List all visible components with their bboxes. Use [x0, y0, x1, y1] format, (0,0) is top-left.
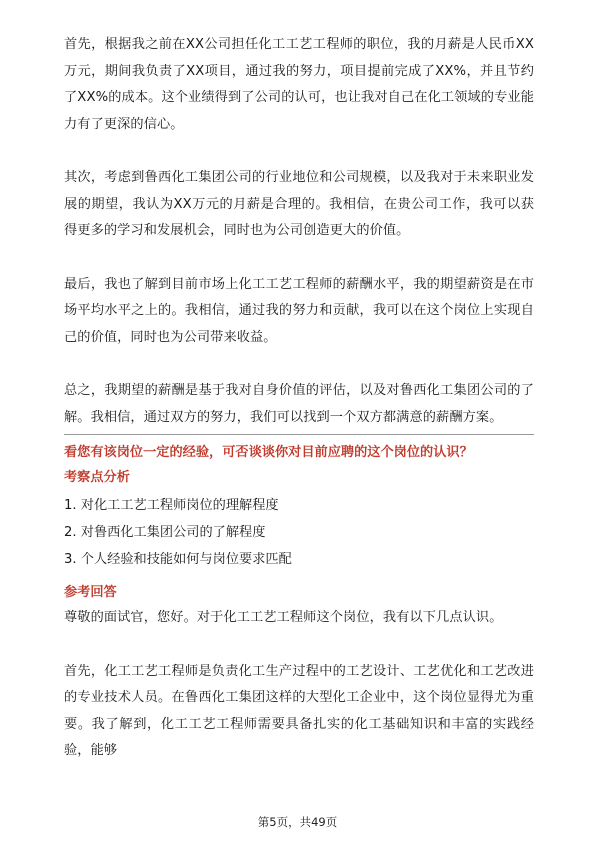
paragraph-market-level: 最后，我也了解到目前市场上化工工艺工程师的薪酬水平，我的期望薪资是在市场平均水平之上的。我相信，通过我的努力和贡献，我可以在这个岗位上实现自己的价值，同时也为公司带来收益。 — [64, 276, 534, 345]
paragraph-salary-history: 首先，根据我之前在XX公司担任化工工艺工程师的职位，我的月薪是人民币XX万元，期间我负责了XX项目，通过我的努力，项目提前完成了XX%，并且节约了XX%的成本。这个业绩得到了公司的认可，也让我对自己在化工领域的专业能力有了更深的信心。 — [64, 37, 534, 132]
answer-heading: 参考回答 — [64, 585, 117, 600]
analysis-item: 1. 对化工工艺工程师岗位的理解程度 — [64, 498, 279, 513]
analysis-item: 2. 对鲁西化工集团公司的了解程度 — [64, 525, 266, 540]
page-content — [64, 32, 534, 765]
answer-paragraph-first: 首先，化工工艺工程师是负责化工生产过程中的工艺设计、工艺优化和工艺改进的专业技术人员。在鲁西化工集团这样的大型化工企业中，这个岗位显得尤为重要。我了解到，化工工艺工程师需要具备扎实的化工基础知识和丰富的实践经验，能够 — [64, 663, 534, 758]
paragraph-summary: 总之，我期望的薪酬是基于我对自身价值的评估，以及对鲁西化工集团公司的了解。我相信，通过双方的努力，我们可以找到一个双方都满意的薪酬方案。 — [64, 383, 534, 425]
answer-intro: 尊敬的面试官，您好。对于化工工艺工程师这个岗位，我有以下几点认识。 — [64, 610, 503, 625]
section-divider — [64, 434, 534, 435]
analysis-item: 3. 个人经验和技能如何与岗位要求匹配 — [64, 552, 292, 567]
paragraph-salary-reasoning: 其次，考虑到鲁西化工集团公司的行业地位和公司规模，以及我对于未来职业发展的期望，我认为XX万元的月薪是合理的。我相信，在贵公司工作，我可以获得更多的学习和发展机会，同时也为公司创造更大的价值。 — [64, 170, 534, 238]
interview-question: 看您有该岗位一定的经验，可否谈谈你对目前应聘的这个岗位的认识？ — [64, 445, 473, 460]
analysis-list — [64, 492, 534, 573]
analysis-heading: 考察点分析 — [64, 470, 130, 485]
page-number: 第5页，共49页 — [257, 815, 338, 829]
